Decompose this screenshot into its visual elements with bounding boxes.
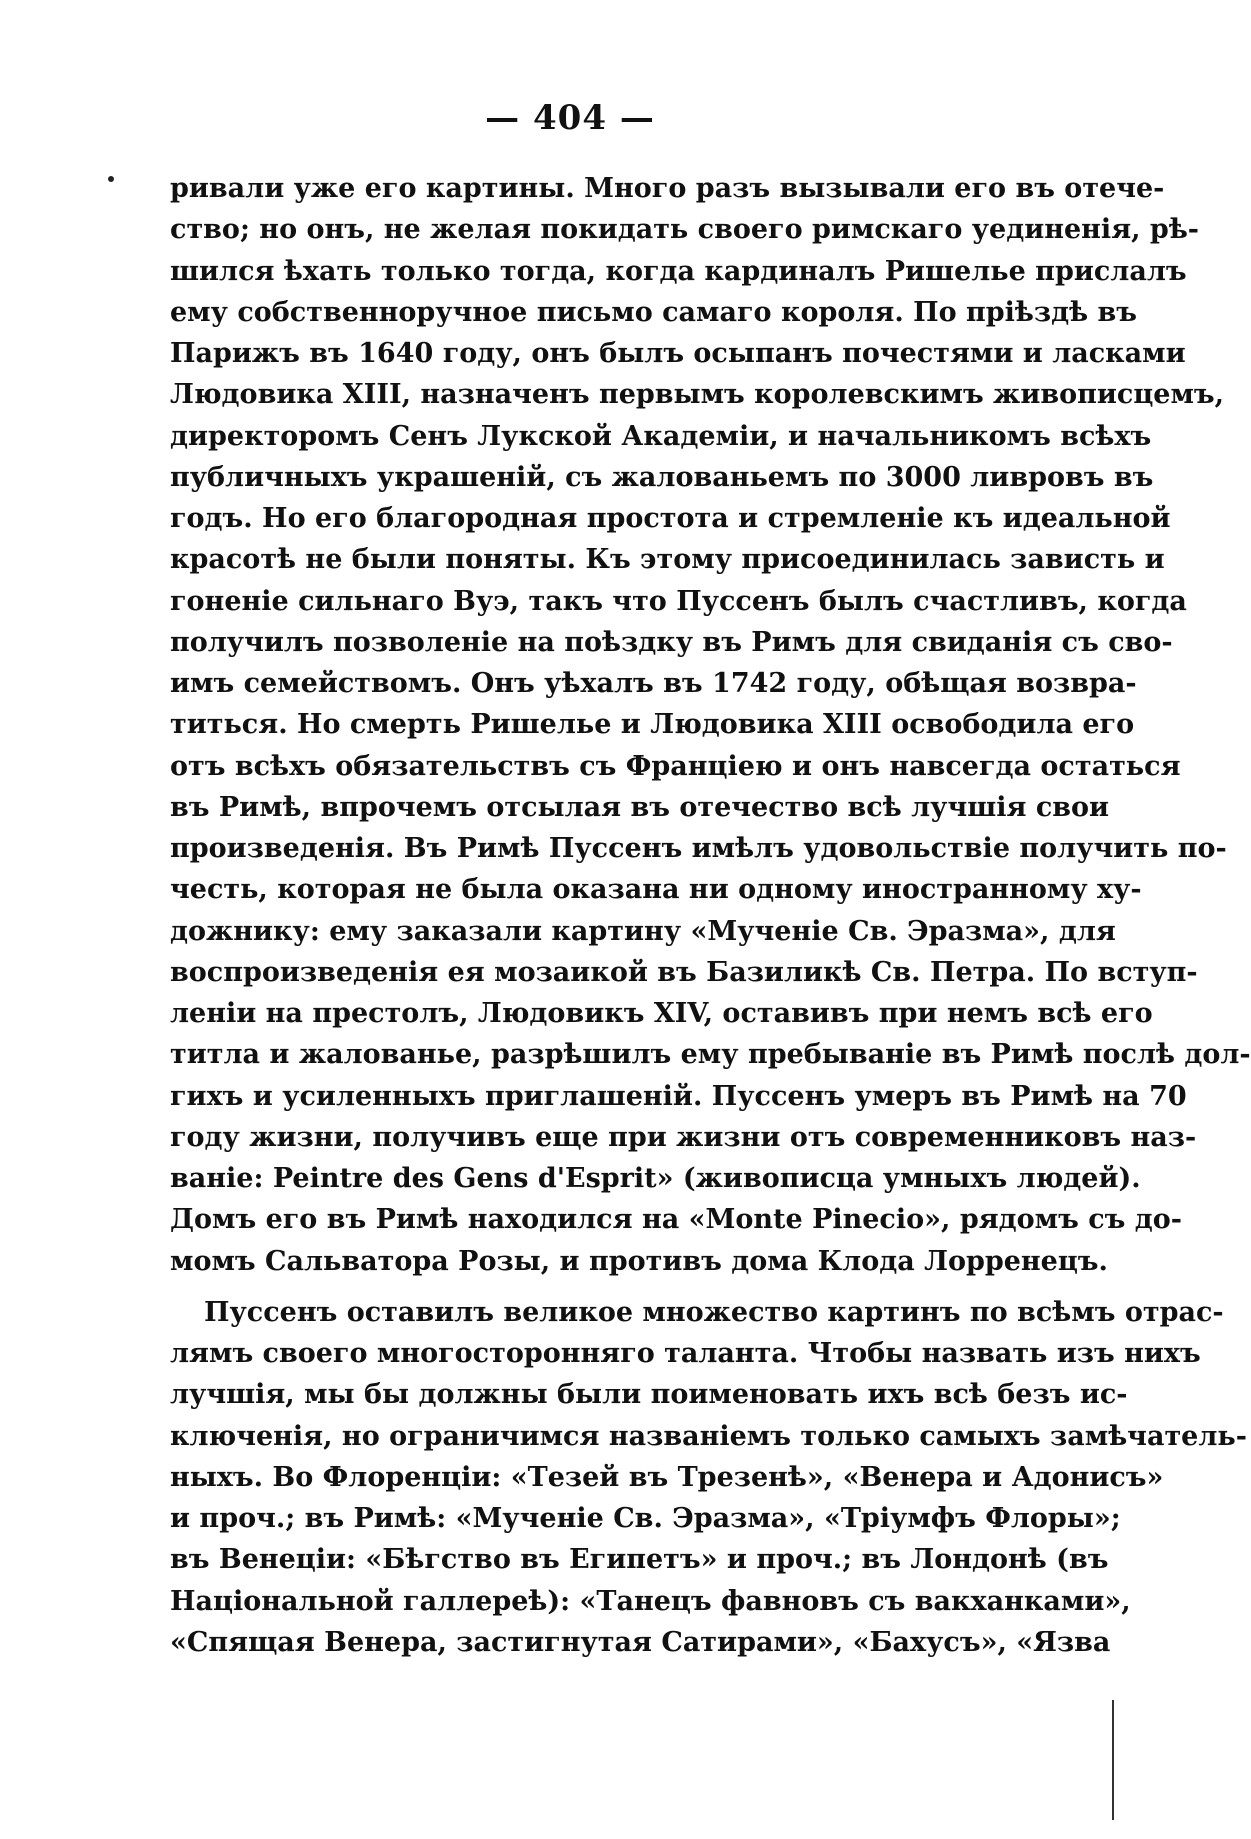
- text-line: леніи на престолъ, Людовикъ XIV, оставивъ при немъ всѣ его: [170, 998, 1153, 1029]
- text-line: гоненіе сильнаго Вуэ, такъ что Пуссенъ былъ счастливъ, когда: [170, 585, 1187, 617]
- paragraph-2: [170, 1292, 1247, 1663]
- text-line: ему собственноручное письмо самаго короля. По пріѣздѣ въ: [170, 296, 1137, 328]
- text-line: публичныхъ украшеній, съ жалованьемъ по 3000 ливровъ въ: [170, 461, 1154, 493]
- text-line: ство; но онъ, не желая покидать своего римскаго уединенія, рѣ-: [170, 214, 1200, 246]
- paragraph-gap: [170, 1282, 1097, 1292]
- text-line: титла и жалованье, разрѣшилъ ему пребываніе въ Римѣ послѣ дол-: [170, 1039, 1251, 1071]
- text-line: Парижъ въ 1640 году, онъ былъ осыпанъ почестями и ласками: [170, 338, 1186, 369]
- text-line: гихъ и усиленныхъ приглашеній. Пуссенъ умеръ въ Римѣ на 70: [170, 1080, 1187, 1112]
- text-line: Домъ его въ Римѣ находился на «Monte Pinecio», рядомъ съ до-: [170, 1204, 1182, 1236]
- text-line: и проч.; въ Римѣ: «Мученіе Св. Эразма», «Тріумфъ Флоры»;: [170, 1503, 1121, 1534]
- text-line: ныхъ. Во Флоренціи: «Тезей въ Трезенѣ», «Венера и Адонисъ»: [170, 1461, 1164, 1493]
- text-line: титься. Но смерть Ришелье и Людовика XIII освободила его: [170, 709, 1135, 741]
- text-line: Національной галлереѣ): «Танецъ фавновъ съ вакханками»,: [170, 1585, 1131, 1617]
- page-edge-mark: [1112, 1700, 1114, 1820]
- text-line: имъ семействомъ. Онъ уѣхалъ въ 1742 году, обѣщая возвра-: [170, 668, 1137, 699]
- text-line: Пуссенъ оставилъ великое множество картинъ по всѣмъ отрас-: [204, 1296, 1224, 1328]
- text-line: дожнику: ему заказали картину «Мученіе Св. Эразма», для: [170, 915, 1116, 947]
- paragraph-1: [170, 168, 1251, 1282]
- text-line: въ Римѣ, впрочемъ отсылая въ отечество всѣ лучшія свои: [170, 791, 1110, 823]
- text-line: воспроизведенія ея мозаикой въ Базиликѣ Св. Петра. По вступ-: [170, 956, 1198, 988]
- text-line: году жизни, получивъ еще при жизни отъ современниковъ наз-: [170, 1121, 1197, 1153]
- text-line: годъ. Но его благородная простота и стремленіе къ идеальной: [170, 503, 1171, 534]
- stray-ink-mark: [108, 176, 114, 182]
- text-line: лучшія, мы бы должны были поименовать ихъ всѣ безъ ис-: [170, 1379, 1128, 1411]
- text-line: ваніе: Peintre des Gens d'Esprit» (живописца умныхъ людей).: [170, 1163, 1141, 1194]
- text-line: ключенія, но ограничимся названіемъ только самыхъ замѣчатель-: [170, 1420, 1247, 1452]
- text-line: ривали уже его картины. Много разъ вызывали его въ отече-: [170, 173, 1165, 204]
- text-line: «Спящая Венера, застигнутая Сатирами», «Бахусъ», «Язва: [170, 1626, 1111, 1658]
- text-line: произведенія. Въ Римѣ Пуссенъ имѣлъ удовольствіе получить по-: [170, 833, 1227, 864]
- text-line: директоромъ Сенъ Лукской Академіи, и начальникомъ всѣхъ: [170, 420, 1152, 452]
- text-line: красотѣ не были поняты. Къ этому присоединилась зависть и: [170, 544, 1165, 576]
- text-line: честь, которая не была оказана ни одному иностранному ху-: [170, 874, 1142, 906]
- page-number: — 404 —: [485, 98, 655, 138]
- text-line: въ Венеціи: «Бѣгство въ Египетъ» и проч.; въ Лондонѣ (въ: [170, 1544, 1109, 1576]
- text-line: шился ѣхать только тогда, когда кардиналъ Ришелье прислалъ: [170, 255, 1187, 287]
- text-line: Людовика XIII, назначенъ первымъ королевскимъ живописцемъ,: [170, 379, 1225, 411]
- text-line: отъ всѣхъ обязательствъ съ Франціею и онъ навсегда остаться: [170, 750, 1181, 782]
- text-line: лямъ своего многосторонняго таланта. Чтобы назвать изъ нихъ: [170, 1338, 1201, 1369]
- body-text: [170, 168, 1251, 1663]
- text-line: получилъ позволеніе на поѣздку въ Римъ для свиданія съ сво-: [170, 626, 1173, 658]
- text-line: момъ Сальватора Розы, и противъ дома Клода Лорренецъ.: [170, 1245, 1108, 1277]
